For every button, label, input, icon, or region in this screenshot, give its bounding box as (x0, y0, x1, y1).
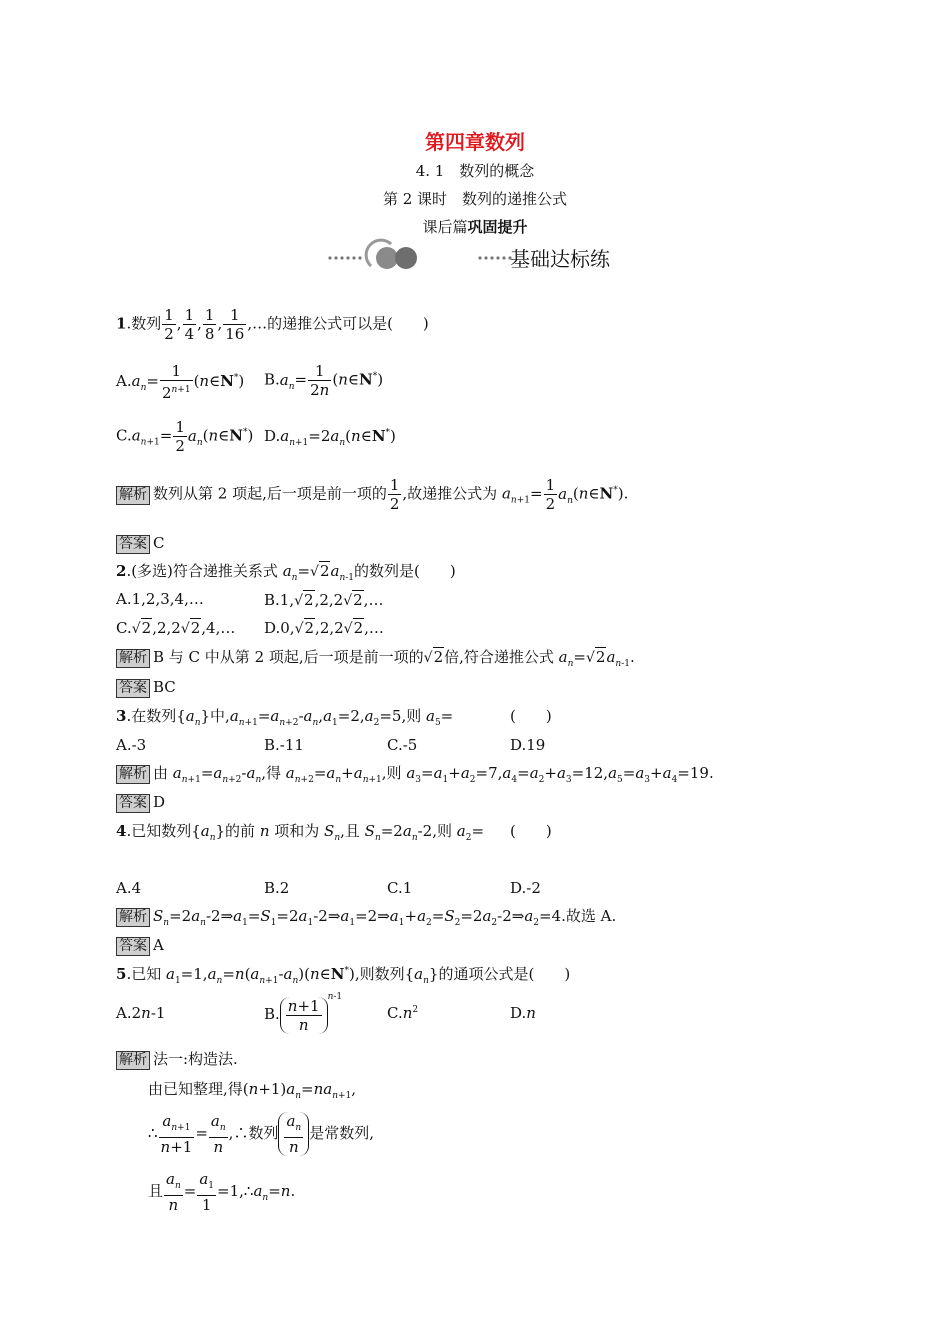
q5-step-2: ∴ $\frac{a_{n+1}}{n+1}$ = $\frac{a_n}{n}$ ,∴数列 $\frac{a_n}{n}$ 是常数列, (148, 1112, 374, 1156)
q2-stem: 2.(多选)符合递推关系式 $a_n=√2a_{n-1}$的数列是( ) (116, 562, 456, 583)
q5-option-c: $C.n^2$ (387, 1004, 419, 1022)
q3-stem: 3.在数列$\{a_n\}$中$,a_{n+1}=a_{n+2}-a_n,a_1=2,a_2=5$,则 $a_5=$ (116, 707, 454, 728)
q3-answer: 答案 D (116, 793, 165, 813)
q4-option-d: D.-2 (510, 879, 541, 897)
q1-option-b: $B.a_n=$ $\frac{1}{2n}$ (n∈N*) (264, 362, 384, 399)
q3-analysis: 解析 由 $a_{n+1}=a_{n+2}-a_n$,得 $a_{n+2}=a_n+a_{n+1}$,则 $a_3=a_1+a_2=7,a_4=a_2+a_3=12,a_5=a_3+a_4=19$. (116, 764, 714, 786)
q1-option-a: $A.a_n=$ $\frac{1}{2^{n+1}}$ (n∈N*) (116, 362, 245, 402)
section-title: 4. 1 数列的概念 (415, 162, 535, 180)
q3-option-b: B.-11 (264, 736, 304, 754)
q3-option-a: A.-3 (116, 736, 147, 754)
q5-step-3: 且 $\frac{a_n}{n}$ = $\frac{a_1}{1}$ $=1,\therefore a_n=n$. (148, 1170, 296, 1214)
q4-paren: ( ) (510, 822, 552, 840)
q4-analysis: 解析 $S_n=2a_n-2\Rightarrow a_1=S_1=2a_1-2\Rightarrow a_1=2\Rightarrow a_1+a_2=S_2=2a_2-2\Rightarrow a_2=4$.故选 A. (116, 907, 616, 929)
band-label: 基础达标练 (510, 247, 610, 271)
part-bold: 巩固提升 (467, 218, 528, 236)
q4-answer: 答案 A (116, 936, 164, 956)
q5-option-a: A.2n-1 (116, 1004, 166, 1022)
q2-option-b: B.1,√2,2,2√2,… (264, 591, 384, 609)
q3-paren: ( ) (510, 707, 552, 725)
q2-analysis: 解析 B 与 C 中从第 2 项起,后一项是前一项的√2倍,符合递推公式 $a_n=√2a_{n-1}$. (116, 647, 635, 670)
q4-option-a: A.4 (116, 879, 142, 897)
q4-stem: 4.已知数列$\{a_n\}$的前 n 项和为 $S_n$,且 $S_n=2a_n-2$,则 $a_2=$ (116, 822, 485, 843)
q2-option-c: C.√2,2,2√2,4,… (116, 619, 236, 637)
q2-option-a: A.1,2,3,4,… (116, 590, 204, 608)
q2-answer: 答案 BC (116, 678, 176, 698)
q4-option-c: C.1 (387, 879, 413, 897)
q1-answer: 答案 C (116, 534, 164, 554)
q2-option-d: D.0,√2,2,2√2,… (264, 619, 384, 637)
q4-option-b: B.2 (264, 879, 290, 897)
q5-option-d: D.n (510, 1004, 536, 1022)
q5-option-b: B. $\frac{n+1}{n}$ $^{n-1}$ (264, 992, 343, 1034)
part-title (0, 218, 950, 236)
q1-option-c: $C.a_{n+1}=$ $\frac{1}{2}$ $a_n(n\in N^*)$ (116, 418, 254, 455)
q1-analysis: 解析 数列从第 2 项起,后一项是前一项的 $\frac{1}{2}$ ,故递推公式为 $a_{n+1}=$ $\frac{1}{2}$ $a_n(n\in N^*)$. (116, 476, 628, 513)
part-prefix: 课后篇 (422, 218, 468, 236)
q3-option-d: D.19 (510, 736, 546, 754)
q5-analysis: 解析 法一:构造法. (116, 1050, 238, 1070)
q1-stem: 1.数列 $\frac{1}{2}$ , $\frac{1}{4}$ , $\frac{1}{8}$ , $\frac{1}{16}$ ,…的递推公式可以是( ) (116, 306, 429, 343)
q3-option-c: C.-5 (387, 736, 418, 754)
q1-option-d: $D.a_{n+1}=2a_n(n\in N^*)$ (264, 427, 396, 448)
q5-step-1: 由已知整理,得$(n+1)a_n=na_{n+1}$, (148, 1080, 357, 1101)
lesson-title: 第 2 课时 数列的递推公式 (382, 190, 568, 208)
q5-stem: 5.已知 $a_1=1,a_n=n(a_{n+1}-a_n)(n\in N^*)$,则数列$\{a_n\}$的通项公式是( ) (116, 965, 571, 986)
chapter-title: 第四章数列 (425, 130, 525, 154)
